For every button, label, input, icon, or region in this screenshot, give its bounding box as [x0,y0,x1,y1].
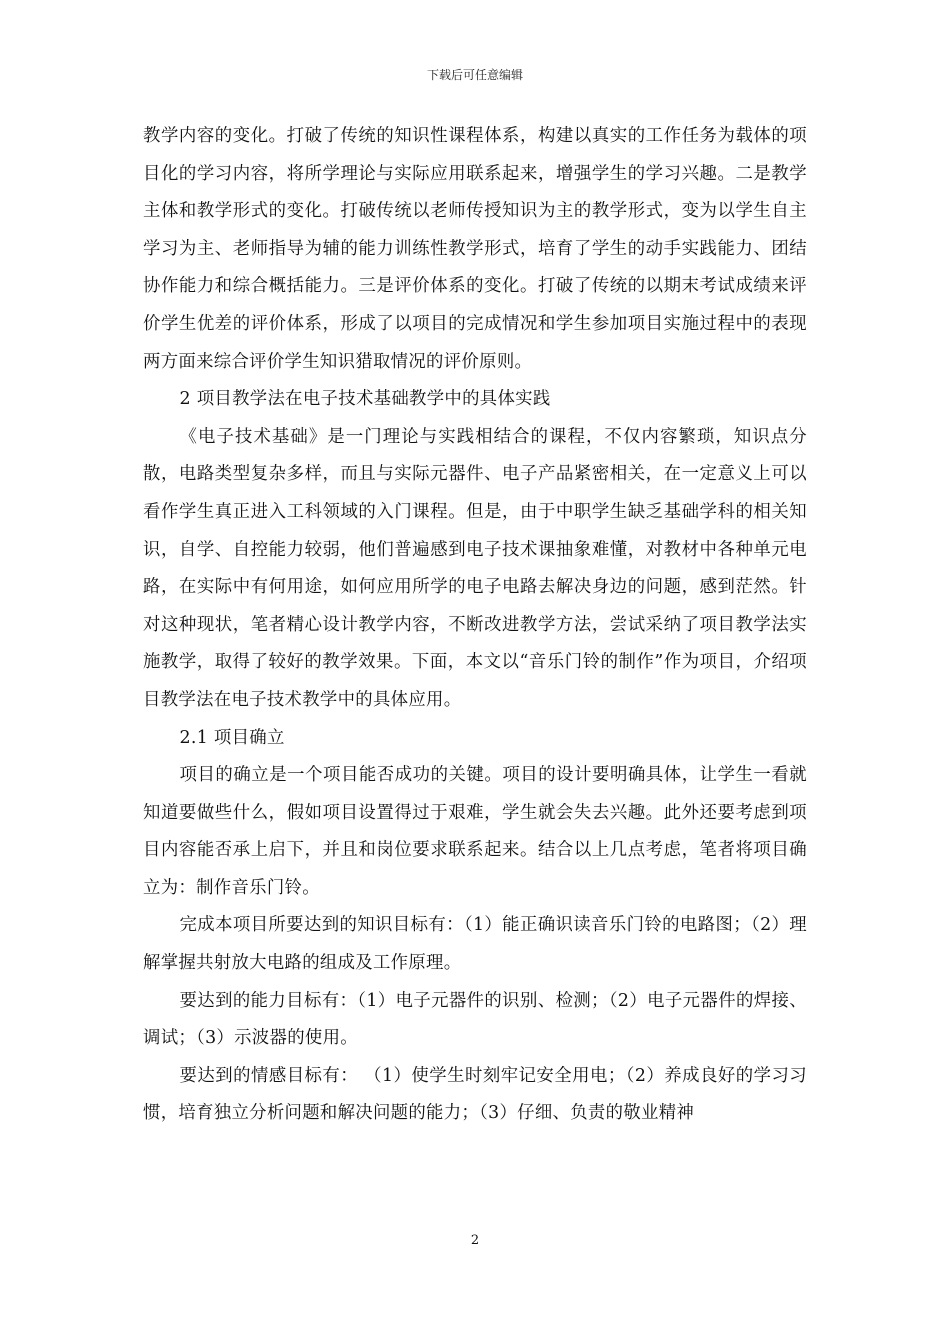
paragraph-ability-goals: 要达到的能力目标有：（1）电子元器件的识别、检测；（2）电子元器件的焊接、调试；（3）示波器的使用。 [143,990,807,1049]
section-heading-2-1: 2.1 项目确立 [179,727,285,748]
section-heading-2: 2 项目教学法在电子技术基础教学中的具体实践 [179,389,551,410]
page-number: 2 [470,1233,480,1248]
document-body [143,118,807,1133]
paragraph-continuation: 教学内容的变化。打破了传统的知识性课程体系，构建以真实的工作任务为载体的项目化的学习内容，将所学理论与实际应用联系起来，增强学生的学习兴趣。二是教学主体和教学形式的变化。打破传统以老师传授知识为主的教学形式，变为以学生自主学习为主、老师指导为辅的能力训练性教学形式，培育了学生的动手实践能力、团结协作能力和综合概括能力。三是评价体系的变化。打破了传统的以期末考试成绩来评价学生优差的评价体系，形成了以项目的完成情况和学生参加项目实施过程中的表现两方面来综合评价学生知识猎取情况的评价原则。 [143,126,807,372]
paragraph-intro: 《电子技术基础》是一门理论与实践相结合的课程，不仅内容繁琐，知识点分散，电路类型复杂多样，而且与实际元器件、电子产品紧密相关，在一定意义上可以看作学生真正进入工科领域的入门课程。但是，由于中职学生缺乏基础学科的相关知识，自学、自控能力较弱，他们普遍感到电子技术课抽象难懂，对教材中各种单元电路，在实际中有何用途，如何应用所学的电子电路去解决身边的问题，感到茫然。针对这种现状，笔者精心设计教学内容，不断改进教学方法，尝试采纳了项目教学法实施教学，取得了较好的教学效果。下面，本文以“音乐门铃的制作”作为项目，介绍项目教学法在电子技术教学中的具体应用。 [143,426,807,710]
page-header: 下载后可任意编辑 [426,68,523,82]
paragraph-project-setup: 项目的确立是一个项目能否成功的关键。项目的设计要明确具体，让学生一看就知道要做些什么，假如项目设置得过于艰难，学生就会失去兴趣。此外还要考虑到项目内容能否承上启下，并且和岗位要求联系起来。结合以上几点考虑，笔者将项目确立为：制作音乐门铃。 [143,765,807,898]
paragraph-knowledge-goals: 完成本项目所要达到的知识目标有：（1）能正确识读音乐门铃的电路图；（2）理解掌握共射放大电路的组成及工作原理。 [143,915,807,974]
paragraph-emotional-goals: 要达到的情感目标有： （1）使学生时刻牢记安全用电；（2）养成良好的学习习惯，培育独立分析问题和解决问题的能力；（3）仔细、负责的敬业精神 [143,1065,807,1124]
